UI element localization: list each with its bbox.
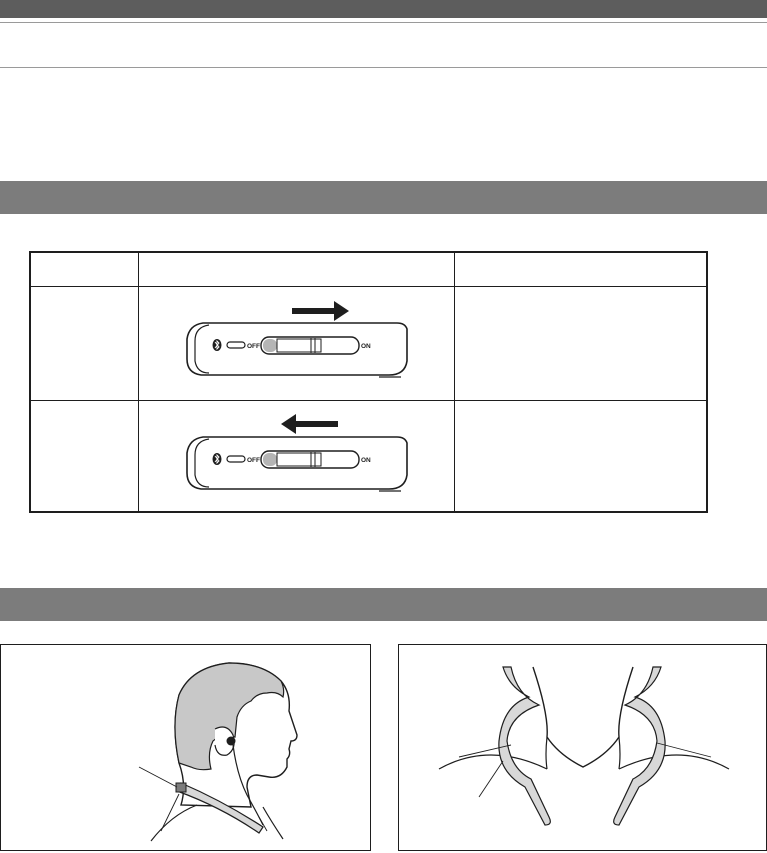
power-switch-slider[interactable] [261, 337, 359, 354]
neckband-front-icon [399, 645, 766, 850]
power-switch-slider[interactable] [261, 451, 359, 468]
earbud-icon [227, 737, 236, 746]
figure-panel-side-view [0, 644, 371, 851]
bluetooth-icon [213, 453, 222, 465]
indicator-light [227, 456, 245, 462]
off-label: OFF [247, 343, 260, 350]
figure-panel-front-view [398, 644, 767, 851]
header-rule-top [0, 22, 767, 23]
on-label: ON [361, 457, 371, 464]
arrow-right-icon [292, 301, 349, 321]
person-head-icon [1, 645, 370, 850]
switch-diagram-2 [139, 401, 454, 513]
section-bar-power-switch [0, 181, 767, 214]
table-column-divider-2 [454, 253, 455, 511]
bluetooth-icon [213, 339, 222, 351]
switch-diagram-1 [139, 287, 454, 400]
arrow-left-icon [281, 414, 338, 434]
on-label: ON [361, 343, 371, 350]
switch-table [29, 251, 708, 513]
section-bar-wearing [0, 588, 767, 621]
off-label: OFF [247, 457, 260, 464]
table-row-1-figure [139, 287, 454, 400]
indicator-light [227, 342, 245, 348]
header-bar [0, 0, 767, 18]
header-rule-bottom [0, 67, 767, 68]
table-row-2-figure [139, 401, 454, 513]
